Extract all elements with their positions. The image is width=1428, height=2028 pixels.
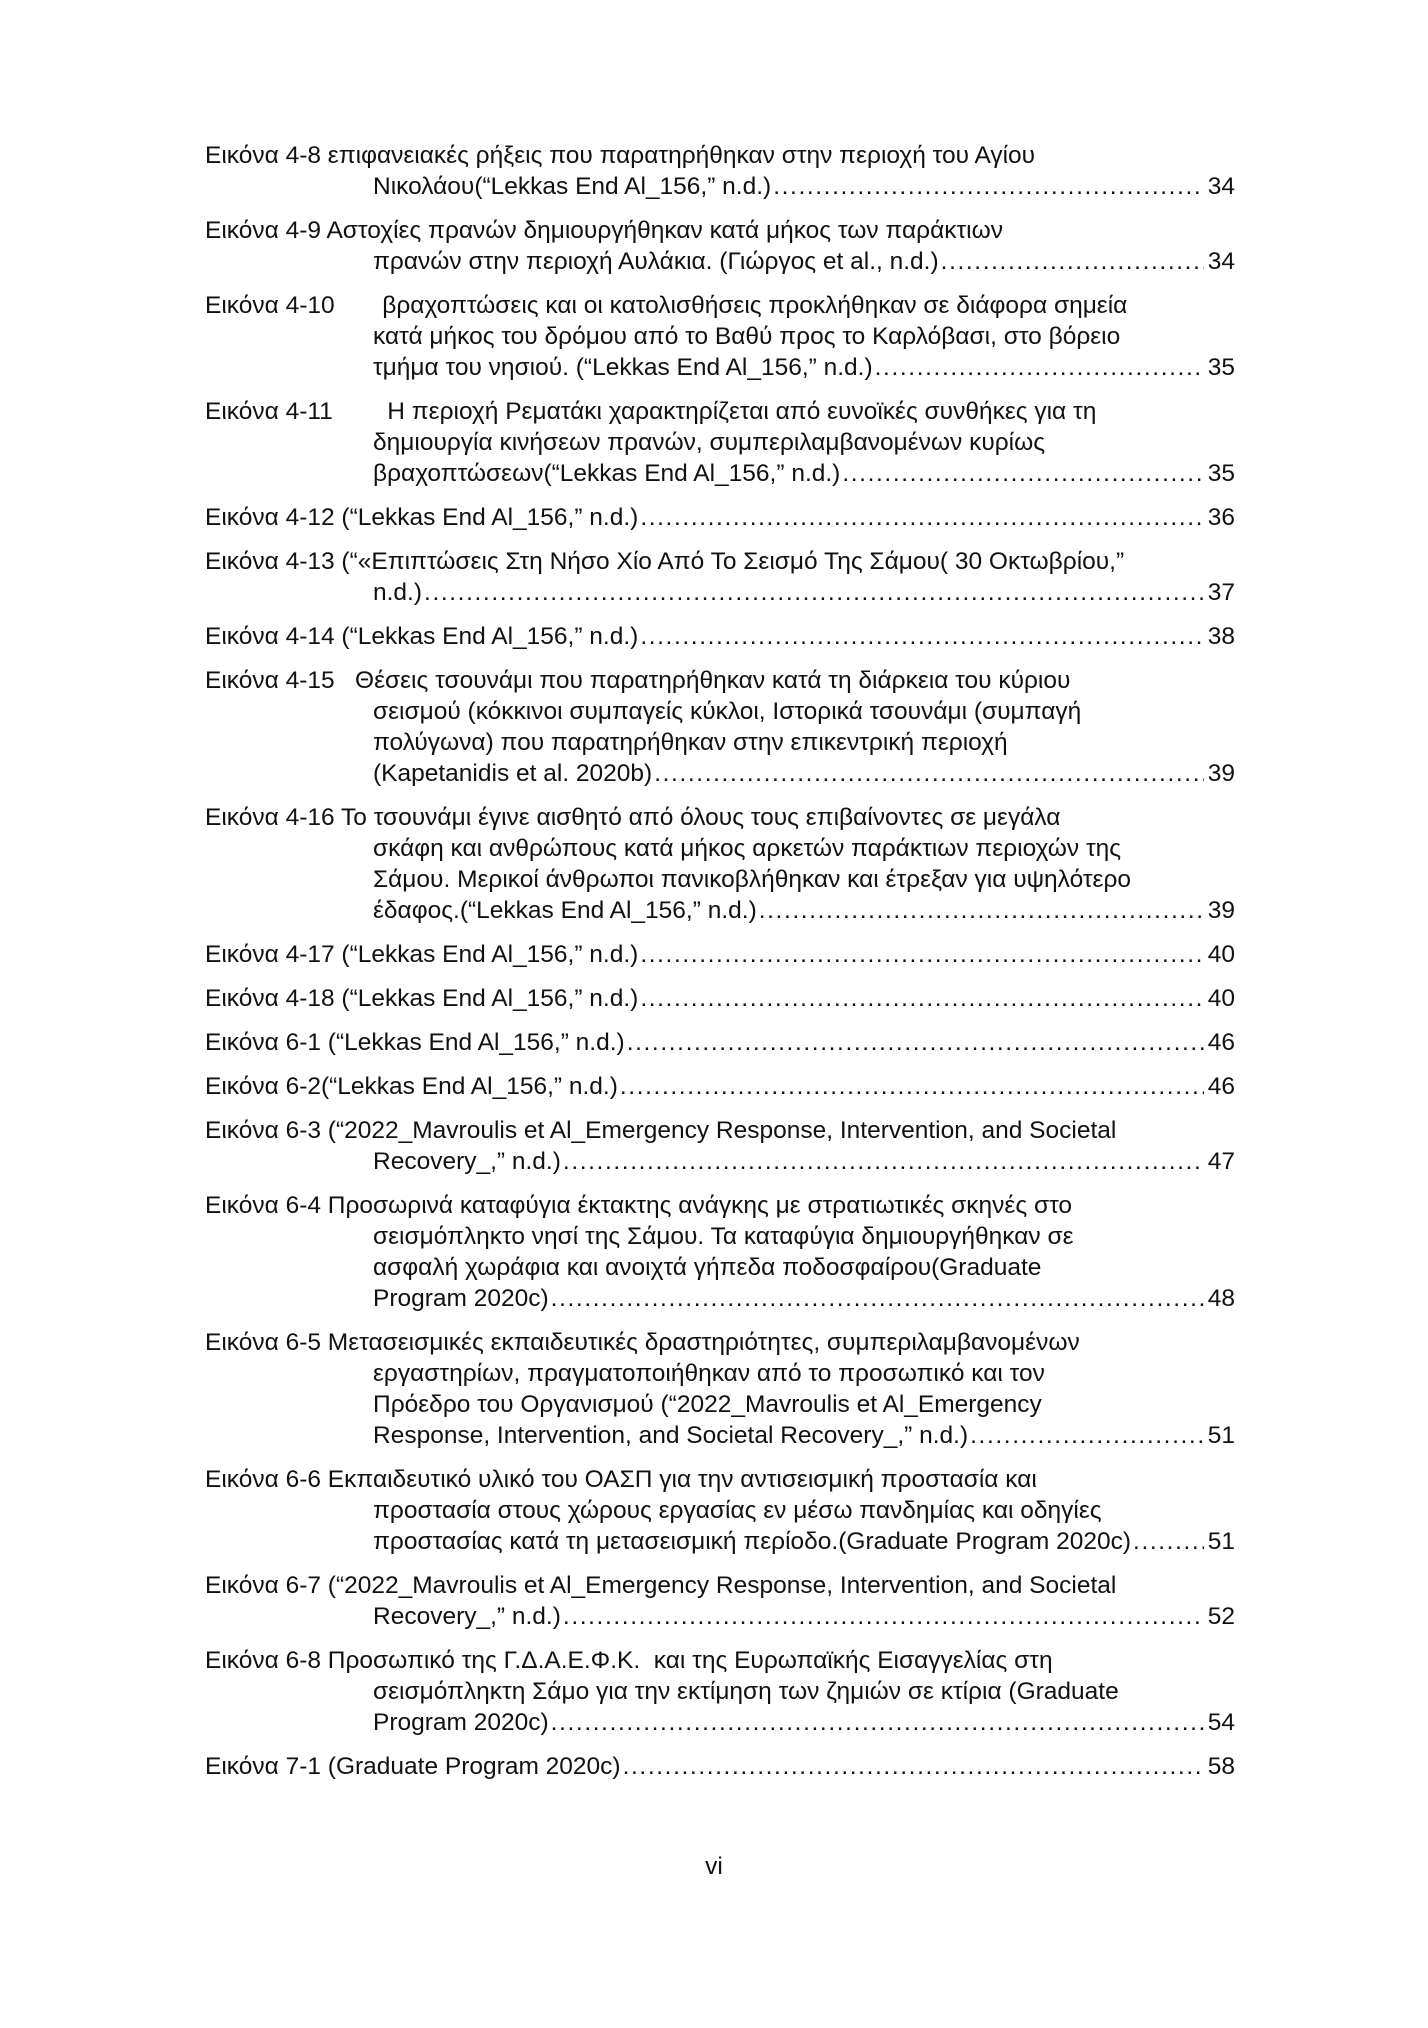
toc-entry-text: Εικόνα 6-3 (“2022_Mavroulis et Al_Emergency Response, Intervention, and Societal [205,1117,1117,1144]
toc-entry[interactable] [205,1327,1235,1451]
toc-entry-line [205,546,1235,577]
dot-leader [640,983,1203,1014]
toc-entry-line [205,140,1235,171]
toc-entry-text: κατά μήκος του δρόμου από το Βαθύ προς το Καρλόβασι, στο βόρειο [373,323,1121,350]
toc-entry[interactable] [205,983,1235,1014]
toc-entry-line [205,171,1235,202]
toc-entry-text: Νικολάου(“Lekkas End Al_156,” n.d.) [373,173,772,200]
toc-entry-text: πολύγωνα) που παρατηρήθηκαν στην επικεντρική περιοχή [373,729,1008,756]
toc-entry-line [205,1464,1235,1495]
dot-leader [640,621,1203,652]
page-number: vi [705,1853,723,1880]
toc-page-number: 39 [1207,897,1235,924]
toc-entry-text: Εικόνα 4-12 (“Lekkas End Al_156,” n.d.) [205,504,639,531]
toc-entry-text: Σάμου. Μερικοί άνθρωποι πανικοβλήθηκαν και έτρεξαν για υψηλότερο [373,866,1132,893]
toc-entry-text: δημιουργία κινήσεων πρανών, συμπεριλαμβανομένων κυρίως [373,429,1046,456]
toc-entry-line [205,696,1235,727]
toc-entry-line [205,427,1235,458]
toc-entry-line [205,1283,1235,1314]
toc-page-number: 46 [1207,1029,1235,1056]
toc-entry-text: Εικόνα 4-16 Το τσουνάμι έγινε αισθητό από όλους τους επιβαίνοντες σε μεγάλα [205,804,1061,831]
toc-entry-text: Εικόνα 6-1 (“Lekkas End Al_156,” n.d.) [205,1029,625,1056]
toc-entry-text: Εικόνα 6-5 Μετασεισμικές εκπαιδευτικές δραστηριότητες, συμπεριλαμβανομένων [205,1329,1080,1356]
toc-entry[interactable] [205,396,1235,489]
toc-entry-text: πρανών στην περιοχή Αυλάκια. (Γιώργος et al., n.d.) [373,248,939,275]
toc-page-number: 54 [1207,1709,1235,1736]
toc-entry-line [205,1570,1235,1601]
toc-entry[interactable] [205,1645,1235,1738]
toc-entry-text: Εικόνα 6-7 (“2022_Mavroulis et Al_Emergency Response, Intervention, and Societal [205,1572,1117,1599]
toc-entry-line [205,215,1235,246]
toc-entry[interactable] [205,215,1235,277]
toc-entry[interactable] [205,1071,1235,1102]
toc-entry-line [205,727,1235,758]
toc-entry-line [205,1115,1235,1146]
toc-entry-text: Εικόνα 4-15 Θέσεις τσουνάμι που παρατηρήθηκαν κατά τη διάρκεια του κύριου [205,667,1071,694]
toc-entry-line [205,352,1235,383]
toc-entry-text: Program 2020c) [373,1709,549,1736]
toc-entry-text: Εικόνα 6-2(“Lekkas End Al_156,” n.d.) [205,1073,618,1100]
toc-page-number: 39 [1207,760,1235,787]
toc-entry[interactable] [205,1464,1235,1557]
toc-page-number: 47 [1207,1148,1235,1175]
dot-leader [627,1027,1204,1058]
toc-entry-text: (Kapetanidis et al. 2020b) [373,760,653,787]
dot-leader [773,171,1204,202]
toc-entry-text: Εικόνα 6-8 Προσωπικό της Γ.Δ.Α.Ε.Φ.Κ. και της Ευρωπαϊκής Εισαγγελίας στη [205,1647,1053,1674]
toc-page-number: 58 [1207,1753,1235,1780]
toc-page-number: 37 [1207,579,1235,606]
dot-leader [875,352,1204,383]
dot-leader [551,1283,1204,1314]
dot-leader [563,1146,1204,1177]
dot-leader [640,502,1203,533]
toc-entry-line [205,1027,1235,1058]
toc-entry-line [205,1526,1235,1557]
toc-page-number: 34 [1207,173,1235,200]
toc-page-number: 51 [1207,1528,1235,1555]
toc-entry-line [205,1358,1235,1389]
toc-entry[interactable] [205,802,1235,926]
toc-entry-text: ασφαλή χωράφια και ανοιχτά γήπεδα ποδοσφαίρου(Graduate [373,1254,1042,1281]
toc-entry[interactable] [205,140,1235,202]
toc-entry-line [205,1707,1235,1738]
dot-leader [842,458,1203,489]
toc-entry-text: Εικόνα 6-4 Προσωρινά καταφύγια έκτακτης ανάγκης με στρατιωτικές σκηνές στο [205,1192,1073,1219]
toc-page-number: 40 [1207,985,1235,1012]
toc-entry-line [205,1420,1235,1451]
toc-entry-text: Εικόνα 4-10 βραχοπτώσεις και οι κατολισθήσεις προκλήθηκαν σε διάφορα σημεία [205,292,1128,319]
toc-entry-text: Εικόνα 4-11 Η περιοχή Ρεματάκι χαρακτηρίζεται από ευνοϊκές συνθήκες για τη [205,398,1097,425]
toc-entry-text: Εικόνα 4-13 (“«Επιπτώσεις Στη Νήσο Χίο Από Το Σεισμό Της Σάμου( 30 Οκτωβρίου,” [205,548,1125,575]
toc-entry-line [205,1645,1235,1676]
list-of-figures [205,140,1235,1795]
toc-entry-text: n.d.) [373,579,423,606]
toc-entry-line [205,246,1235,277]
toc-entry-line [205,833,1235,864]
toc-entry-line [205,1495,1235,1526]
dot-leader [1133,1526,1204,1557]
toc-entry-line [205,1146,1235,1177]
toc-page-number: 52 [1207,1603,1235,1630]
toc-entry-text: σκάφη και ανθρώπους κατά μήκος αρκετών παράκτιων περιοχών της [373,835,1122,862]
toc-entry-line [205,1676,1235,1707]
toc-entry[interactable] [205,621,1235,652]
toc-entry-text: Εικόνα 6-6 Εκπαιδευτικό υλικό του ΟΑΣΠ για την αντισεισμική προστασία και [205,1466,1037,1493]
toc-entry-text: Πρόεδρο του Οργανισμού (“2022_Mavroulis et Al_Emergency [373,1391,1042,1418]
dot-leader [654,758,1204,789]
toc-entry-line [205,758,1235,789]
toc-entry-line [205,502,1235,533]
toc-page-number: 40 [1207,941,1235,968]
toc-entry-text: εργαστηρίων, πραγματοποιήθηκαν από το προσωπικό και τον [373,1360,1045,1387]
toc-entry[interactable] [205,1190,1235,1314]
toc-entry[interactable] [205,546,1235,608]
toc-entry-text: Program 2020c) [373,1285,549,1312]
toc-entry-text: βραχοπτώσεων(“Lekkas End Al_156,” n.d.) [373,460,841,487]
toc-page-number: 46 [1207,1073,1235,1100]
toc-entry-text: Recovery_,” n.d.) [373,1603,561,1630]
dot-leader [623,1751,1204,1782]
toc-entry-line [205,321,1235,352]
toc-entry[interactable] [205,1027,1235,1058]
toc-entry-line [205,895,1235,926]
toc-entry[interactable] [205,1115,1235,1177]
toc-page-number: 51 [1207,1422,1235,1449]
dot-leader [640,939,1203,970]
toc-page-number: 38 [1207,623,1235,650]
toc-entry[interactable] [205,665,1235,789]
dot-leader [563,1601,1204,1632]
toc-entry-text: έδαφος.(“Lekkas End Al_156,” n.d.) [373,897,757,924]
toc-page-number: 48 [1207,1285,1235,1312]
toc-entry-text: σεισμόπληκτη Σάμο για την εκτίμηση των ζημιών σε κτίρια (Graduate [373,1678,1119,1705]
toc-entry-text: σεισμόπληκτο νησί της Σάμου. Τα καταφύγια δημιουργήθηκαν σε [373,1223,1074,1250]
toc-entry-text: προστασία στους χώρους εργασίας εν μέσω πανδημίας και οδηγίες [373,1497,1102,1524]
toc-page-number: 35 [1207,354,1235,381]
toc-entry-text: προστασίας κατά τη μετασεισμική περίοδο.(Graduate Program 2020c) [373,1528,1132,1555]
dot-leader [551,1707,1204,1738]
dot-leader [424,577,1204,608]
toc-page-number: 36 [1207,504,1235,531]
toc-entry-text: Εικόνα 4-8 επιφανειακές ρήξεις που παρατηρήθηκαν στην περιοχή του Αγίου [205,142,1036,169]
toc-entry[interactable] [205,290,1235,383]
toc-entry-text: Εικόνα 4-17 (“Lekkas End Al_156,” n.d.) [205,941,639,968]
toc-entry-line [205,458,1235,489]
toc-entry-line [205,1221,1235,1252]
toc-entry-line [205,290,1235,321]
toc-page-number: 35 [1207,460,1235,487]
toc-entry-text: Εικόνα 4-9 Αστοχίες πρανών δημιουργήθηκαν κατά μήκος των παράκτιων [205,217,1004,244]
toc-entry-line [205,1071,1235,1102]
dot-leader [759,895,1204,926]
toc-entry[interactable] [205,1751,1235,1782]
toc-entry-line [205,577,1235,608]
toc-entry-line [205,1327,1235,1358]
toc-entry-text: Εικόνα 7-1 (Graduate Program 2020c) [205,1753,621,1780]
toc-entry-text: τμήμα του νησιού. (“Lekkas End Al_156,” n.d.) [373,354,873,381]
toc-entry-line [205,864,1235,895]
toc-entry-line [205,1389,1235,1420]
toc-entry-text: Εικόνα 4-14 (“Lekkas End Al_156,” n.d.) [205,623,639,650]
toc-entry-text: Response, Intervention, and Societal Recovery_,” n.d.) [373,1422,969,1449]
dot-leader [970,1420,1204,1451]
toc-entry[interactable] [205,502,1235,533]
toc-page-number: 34 [1207,248,1235,275]
toc-entry[interactable] [205,1570,1235,1632]
toc-entry-line [205,665,1235,696]
dot-leader [620,1071,1204,1102]
toc-entry-line [205,396,1235,427]
toc-entry[interactable] [205,939,1235,970]
toc-entry-text: σεισμού (κόκκινοι συμπαγείς κύκλοι, Ιστορικά τσουνάμι (συμπαγή [373,698,1082,725]
toc-entry-line [205,983,1235,1014]
toc-entry-line [205,1751,1235,1782]
toc-entry-line [205,1190,1235,1221]
toc-entry-text: Recovery_,” n.d.) [373,1148,561,1175]
toc-entry-line [205,802,1235,833]
toc-entry-line [205,939,1235,970]
toc-entry-line [205,1252,1235,1283]
dot-leader [941,246,1204,277]
toc-entry-line [205,1601,1235,1632]
toc-entry-line [205,621,1235,652]
toc-entry-text: Εικόνα 4-18 (“Lekkas End Al_156,” n.d.) [205,985,639,1012]
